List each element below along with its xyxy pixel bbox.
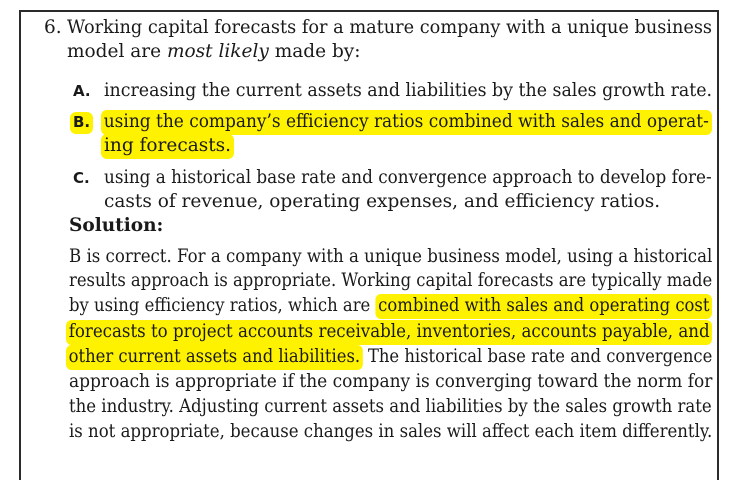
solution-line-4-highlight: forecasts to project accounts receivable, inventories, accounts payable, and — [66, 320, 712, 345]
solution-line-8: is not appropriate, because changes in sales will affect each item differently. — [69, 421, 713, 442]
solution-heading: Solution: — [69, 215, 164, 236]
solution-line-4 — [66, 320, 712, 344]
option-b-line-1 — [101, 110, 712, 134]
solution-line-7: the industry. Adjusting current assets and liabilities by the sales growth rate — [69, 396, 712, 417]
solution-line-3-pre: by using efficiency ratios, which are — [69, 295, 376, 316]
option-b-line-1-highlight: using the company’s efficiency ratios combined with sales and operat- — [101, 110, 712, 135]
solution-line-6: approach is appropriate if the company is converging toward the norm for — [69, 371, 713, 392]
question-line-2 — [67, 40, 361, 64]
question-line-2-pre: model are — [67, 41, 167, 62]
option-b-line-2 — [101, 134, 234, 158]
solution-line-2: results approach is appropriate. Working capital forecasts are typically made — [69, 270, 713, 291]
solution-line-5-post: The historical base rate and convergence — [362, 346, 713, 367]
question-line-2-post: made by: — [268, 41, 361, 62]
option-b-letter — [70, 110, 93, 134]
solution-line-5 — [66, 345, 712, 369]
question-number: 6. — [44, 17, 62, 38]
question-emphasis: most likely — [166, 41, 269, 62]
solution-line-1: B is correct. For a company with a unique business model, using a historical — [69, 246, 713, 267]
question-line-1: Working capital forecasts for a mature company with a unique business — [67, 17, 713, 38]
option-a-letter: A. — [73, 82, 91, 100]
option-b-letter-highlight: B. — [70, 112, 93, 134]
option-b-line-2-highlight: ing forecasts. — [101, 134, 234, 159]
option-a-text: increasing the current assets and liabilities by the sales growth rate. — [104, 80, 713, 101]
option-c-line-2: casts of revenue, operating expenses, and efficiency ratios. — [104, 191, 661, 212]
solution-line-3 — [69, 294, 712, 318]
option-c-letter: C. — [73, 169, 90, 187]
solution-line-3-highlight: combined with sales and operating cost — [376, 294, 713, 319]
solution-line-5-highlight: other current assets and liabilities. — [66, 345, 363, 370]
option-c-line-1: using a historical base rate and convergence approach to develop fore- — [104, 167, 712, 188]
